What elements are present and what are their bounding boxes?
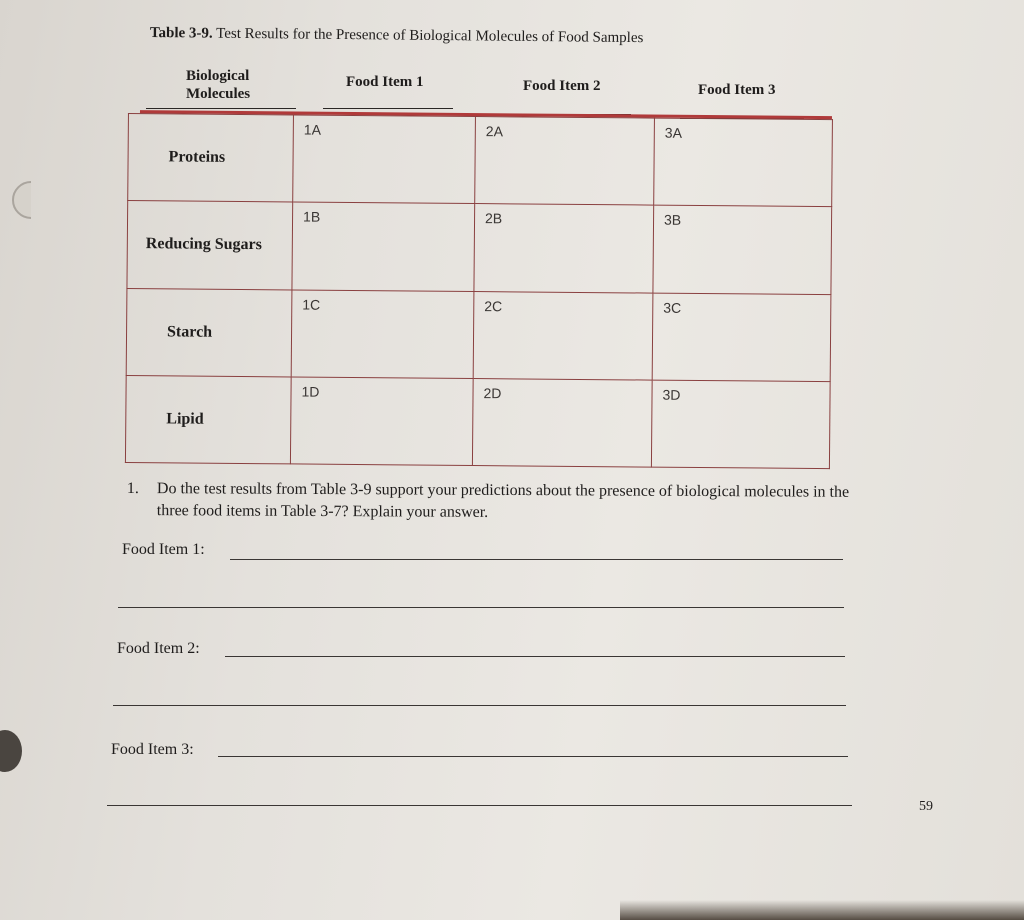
cell-code: 2C	[484, 297, 503, 314]
binder-hole-top	[12, 181, 50, 219]
row-label-reducing-sugars: Reducing Sugars	[127, 201, 293, 290]
results-table	[125, 110, 832, 469]
table-caption	[150, 25, 644, 47]
question-1	[127, 478, 857, 526]
column-header-food-item-2: Food Item 2	[523, 78, 601, 94]
column-header-food-item-3: Food Item 3	[698, 82, 776, 98]
result-cell-2d[interactable]	[472, 378, 652, 467]
answer-line-food-item-1[interactable]	[230, 559, 843, 560]
result-cell-1b[interactable]	[292, 202, 475, 291]
cell-code: 1D	[301, 383, 320, 400]
answer-label-food-item-2: Food Item 2:	[117, 640, 200, 657]
result-cell-2b[interactable]	[474, 204, 654, 293]
column-underline-1	[323, 108, 453, 109]
answer-line-food-item-2-continued[interactable]	[113, 705, 846, 706]
cell-code: 1A	[303, 121, 322, 138]
cell-code: 3A	[664, 124, 683, 141]
result-cell-1d[interactable]	[290, 377, 473, 466]
cell-code: 3B	[663, 211, 682, 229]
row-label-header-rule	[146, 108, 296, 109]
result-cell-3a[interactable]	[654, 118, 833, 207]
page-number: 59	[919, 799, 933, 814]
row-label-starch: Starch	[126, 288, 292, 377]
result-cell-3b[interactable]	[653, 205, 832, 294]
table-caption-label: Table 3-9.	[149, 25, 213, 42]
table-row-proteins	[128, 114, 833, 207]
answer-line-food-item-3[interactable]	[218, 756, 848, 757]
result-cell-1a[interactable]	[293, 115, 476, 204]
answer-label-food-item-3: Food Item 3:	[111, 741, 194, 758]
cell-code: 2A	[485, 123, 504, 140]
table-row-lipid	[125, 375, 830, 468]
row-label-header	[186, 67, 250, 103]
result-cell-2a[interactable]	[475, 117, 655, 206]
row-label-proteins: Proteins	[128, 114, 294, 203]
table-row-reducing-sugars	[127, 201, 832, 294]
table-surface-shadow	[620, 900, 1024, 920]
question-text: Do the test results from Table 3-9 support your predictions about the presence of biological molecules in the three food items in Table 3-7? Explain your answer.	[156, 480, 850, 521]
table-row-starch	[126, 288, 831, 381]
question-number: 1.	[126, 479, 139, 498]
cell-code: 2D	[483, 384, 502, 402]
cell-code: 1C	[302, 296, 321, 313]
table-caption-text: Test Results for the Presence of Biological Molecules of Food Samples	[212, 25, 644, 47]
answer-line-food-item-1-continued[interactable]	[118, 607, 844, 608]
row-label-lipid: Lipid	[125, 375, 291, 464]
cell-code: 3D	[662, 386, 681, 403]
result-cell-1c[interactable]	[291, 289, 474, 378]
row-label-header-line-1: Biological	[186, 68, 250, 84]
answer-line-food-item-2[interactable]	[225, 656, 845, 657]
cell-code: 1B	[303, 208, 321, 225]
cell-code: 2B	[484, 210, 503, 227]
result-cell-2c[interactable]	[473, 291, 653, 380]
result-cell-3c[interactable]	[652, 293, 831, 382]
binder-hole-bottom	[0, 730, 22, 772]
row-label-header-line-2: Molecules	[186, 86, 251, 102]
result-cell-3d[interactable]	[651, 380, 830, 469]
answer-line-food-item-3-continued[interactable]	[107, 805, 852, 806]
answer-label-food-item-1: Food Item 1:	[122, 541, 205, 558]
cell-code: 3C	[663, 299, 682, 316]
column-header-food-item-1: Food Item 1	[346, 74, 424, 90]
